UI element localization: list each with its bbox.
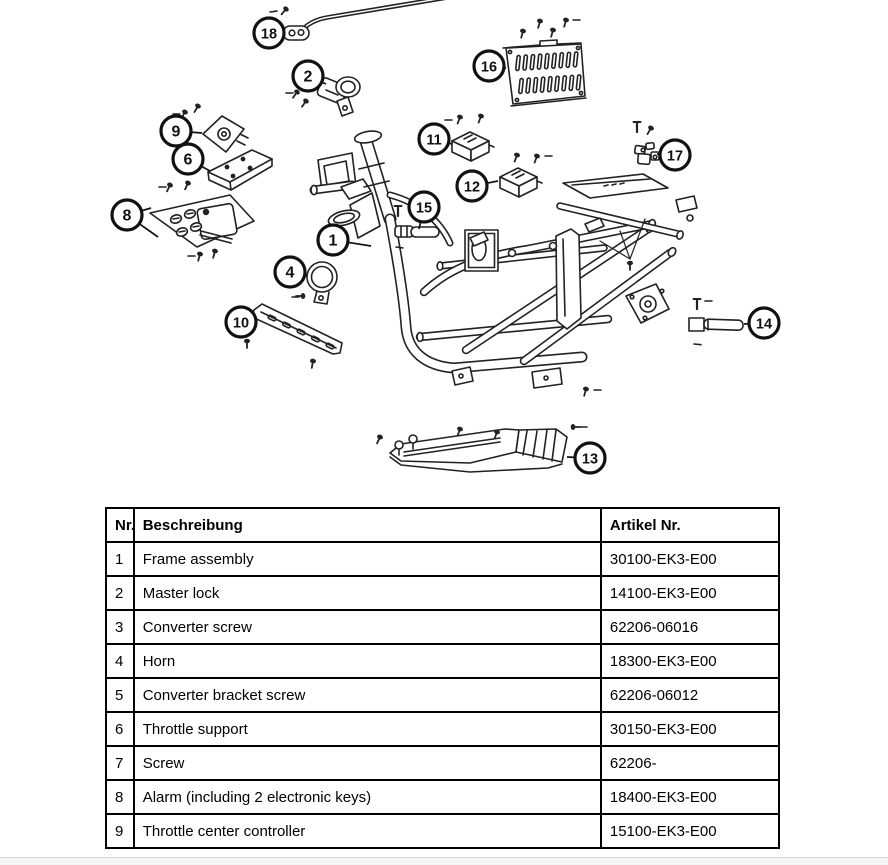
screw <box>627 261 633 270</box>
screw <box>532 153 541 164</box>
cell-desc: Converter screw <box>134 610 601 644</box>
part-frame-assembly <box>311 129 697 396</box>
callout-10 <box>226 307 256 337</box>
screw <box>518 28 526 39</box>
screw <box>195 251 203 262</box>
screw <box>309 358 317 368</box>
cell-nr: 9 <box>106 814 134 848</box>
table-row <box>106 814 779 848</box>
screw <box>210 248 218 259</box>
cell-art: 62206- <box>601 746 779 780</box>
screw <box>581 386 589 397</box>
cell-nr: 7 <box>106 746 134 780</box>
cell-art: 15100-EK3-E00 <box>601 814 779 848</box>
screw <box>182 180 191 191</box>
cell-desc: Horn <box>134 644 601 678</box>
cell-nr: 5 <box>106 678 134 712</box>
part-box-12 <box>500 152 552 197</box>
cell-desc: Throttle center controller <box>134 814 601 848</box>
screw <box>374 434 383 445</box>
part-floor-board <box>374 424 587 472</box>
svg-text:17: 17 <box>666 148 684 165</box>
cell-nr: 2 <box>106 576 134 610</box>
screw <box>561 17 569 28</box>
svg-text:11: 11 <box>426 132 442 149</box>
callout-13 <box>567 443 605 473</box>
callout-14 <box>744 308 779 338</box>
svg-text:8: 8 <box>122 207 132 225</box>
svg-text:1: 1 <box>328 232 338 250</box>
washer-dash <box>396 247 403 248</box>
cell-desc: Frame assembly <box>134 542 601 576</box>
svg-text:14: 14 <box>755 316 773 333</box>
cell-art: 14100-EK3-E00 <box>601 576 779 610</box>
cell-desc: Throttle support <box>134 712 601 746</box>
svg-text:9: 9 <box>171 123 181 141</box>
svg-text:13: 13 <box>581 451 599 468</box>
bolt <box>694 299 701 309</box>
table-row <box>106 746 779 780</box>
table-row <box>106 542 779 576</box>
svg-text:2: 2 <box>303 68 313 86</box>
cell-desc: Converter bracket screw <box>134 678 601 712</box>
svg-text:4: 4 <box>285 264 295 282</box>
screw <box>571 424 580 430</box>
part-slotted-bracket <box>244 304 342 368</box>
cell-nr: 6 <box>106 712 134 746</box>
svg-text:18: 18 <box>260 26 278 43</box>
cell-desc: Master lock <box>134 576 601 610</box>
table-row <box>106 576 779 610</box>
screw <box>279 5 290 16</box>
part-alarm-kit <box>150 195 254 262</box>
cell-art: 30100-EK3-E00 <box>601 542 779 576</box>
page-bottom-gap <box>0 857 888 865</box>
table-header-row <box>106 508 779 542</box>
screw <box>476 113 485 124</box>
cell-nr: 8 <box>106 780 134 814</box>
callout-6 <box>173 144 210 174</box>
cell-desc: Screw <box>134 746 601 780</box>
screw <box>512 152 521 163</box>
washer-dash <box>270 11 277 12</box>
part-bracket-17 <box>634 122 660 165</box>
cell-nr: 3 <box>106 610 134 644</box>
callout-17 <box>657 140 690 170</box>
parts-table <box>105 507 780 849</box>
table-row <box>106 678 779 712</box>
callout-9 <box>161 116 202 146</box>
callout-8 <box>112 200 158 237</box>
washer-dash <box>694 344 701 345</box>
bolt <box>634 122 641 132</box>
col-header-nr: Nr. <box>106 508 134 542</box>
callout-16 <box>474 51 506 81</box>
bolt <box>395 206 402 216</box>
svg-text:6: 6 <box>183 151 193 169</box>
svg-text:15: 15 <box>415 200 433 217</box>
svg-text:16: 16 <box>480 59 498 76</box>
screw <box>455 114 464 125</box>
table-row <box>106 644 779 678</box>
screw <box>645 125 655 136</box>
screw <box>548 27 556 38</box>
cell-nr: 4 <box>106 644 134 678</box>
cell-art: 62206-06012 <box>601 678 779 712</box>
table-row <box>106 780 779 814</box>
cell-art: 18400-EK3-E00 <box>601 780 779 814</box>
cell-nr: 1 <box>106 542 134 576</box>
svg-text:12: 12 <box>463 179 481 196</box>
screw <box>296 293 305 299</box>
screw <box>192 103 202 114</box>
callouts-layer <box>112 18 779 473</box>
callout-18 <box>254 18 285 48</box>
screw <box>300 97 310 108</box>
screw <box>244 339 250 348</box>
cell-desc: Alarm (including 2 electronic keys) <box>134 780 601 814</box>
table-row <box>106 610 779 644</box>
col-header-beschreibung: Beschreibung <box>134 508 601 542</box>
part-rod-18 <box>270 0 456 40</box>
screw <box>535 18 543 29</box>
part-box-11 <box>445 113 494 161</box>
col-header-artikel-nr: Artikel Nr. <box>601 508 779 542</box>
callout-11 <box>419 124 452 154</box>
cell-art: 62206-06016 <box>601 610 779 644</box>
cell-art: 30150-EK3-E00 <box>601 712 779 746</box>
part-pin-14 <box>689 299 743 345</box>
callout-12 <box>457 171 498 201</box>
part-louvered-panel <box>503 17 586 106</box>
svg-text:10: 10 <box>232 315 250 332</box>
callout-4 <box>275 257 307 287</box>
table-row <box>106 712 779 746</box>
cell-art: 18300-EK3-E00 <box>601 644 779 678</box>
